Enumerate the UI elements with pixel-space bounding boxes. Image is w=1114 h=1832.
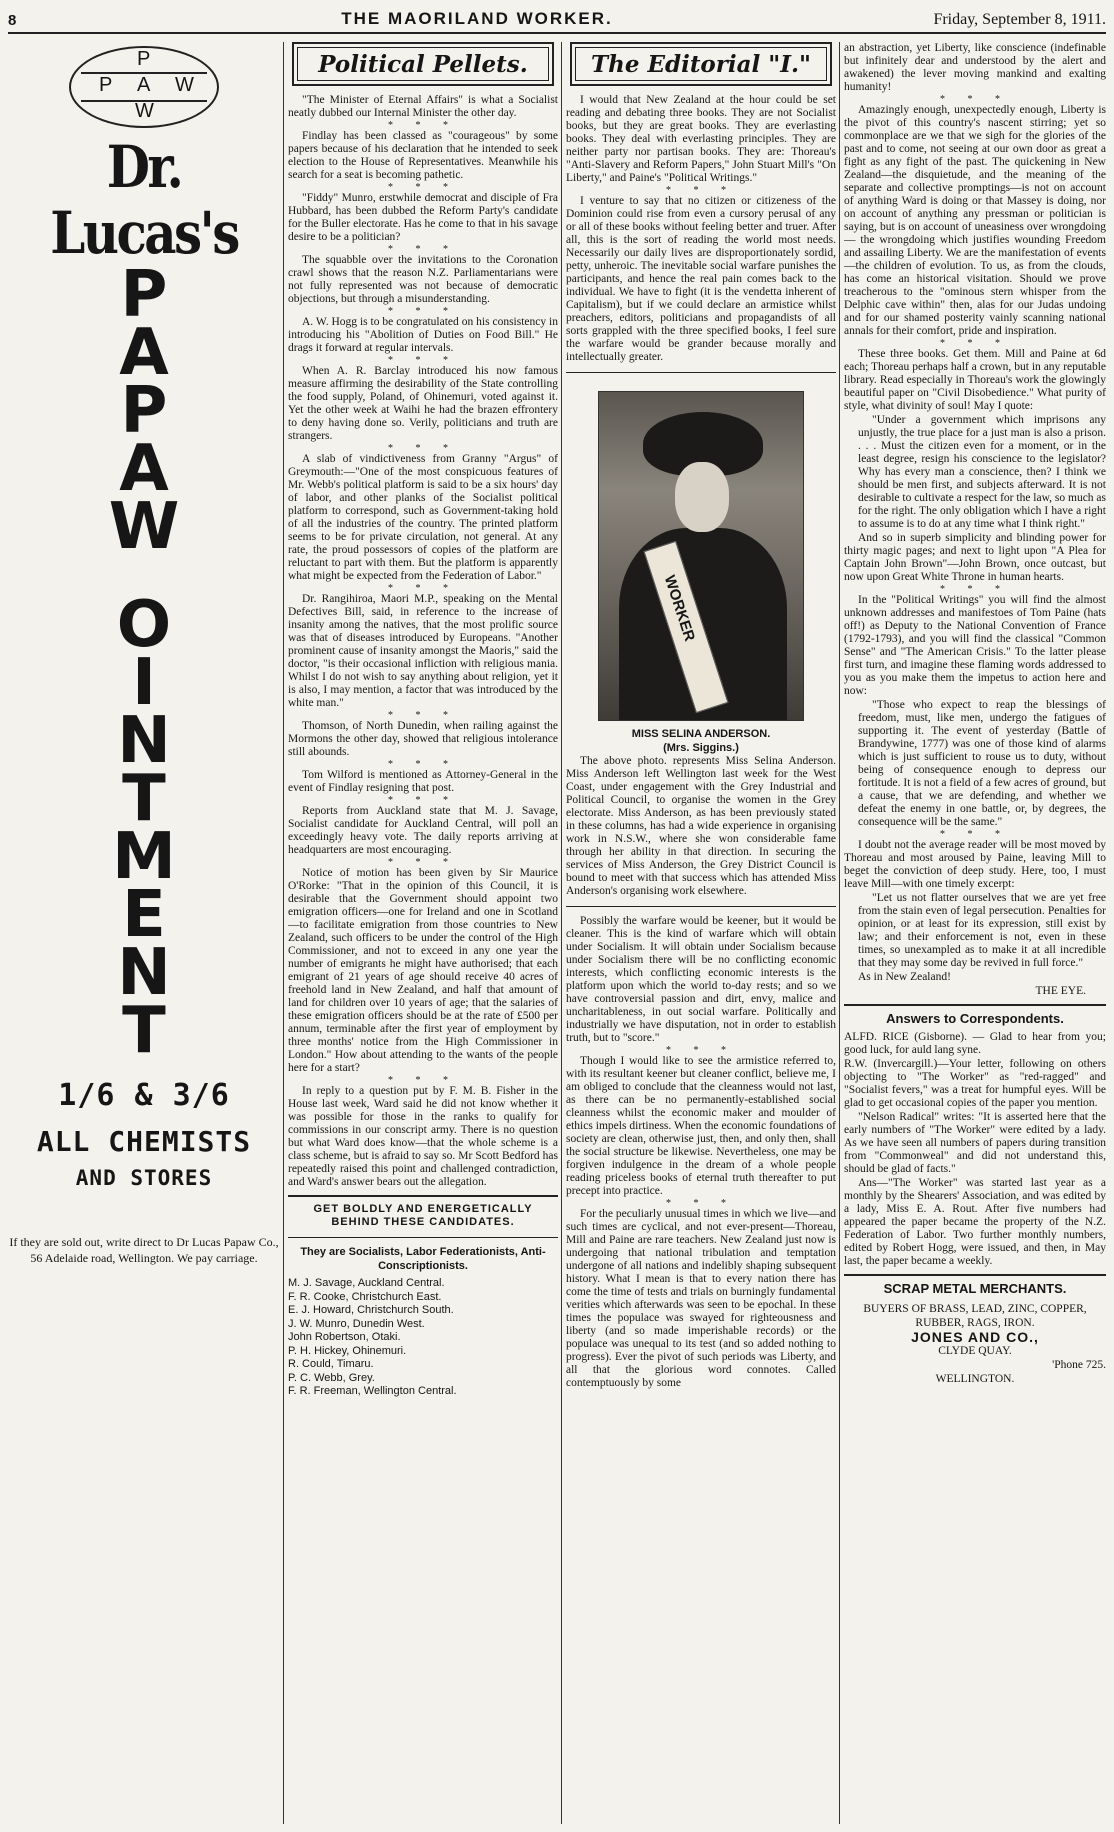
candidates-banner: GET BOLDLY AND ENERGETICALLY BEHIND THESE CANDIDATES. [313, 1203, 533, 1228]
editorial-column: The Editorial "I." I would that New Zealand at the hour could be set reading and debating three books. They are not Socialist books, but they are great books. They are everlasting books. They deal with everlasting principles. They are neither party nor partisan books. They are: Thoreau's "Anti-Slavery and Reform Papers," John Stuart Mill's "On Liberty," and Paine's "Political Writings." * * * I venture to say that no citizen or citizeness of the Dominion could rise from even a cursory perusal of any or all of these books without feeling better and truer. After all, this is the sort of reading the world most needs. Necessarily our daily lives are disproportionately sordid, petty, unheroic. The inevitable social warfare punishes the participants, and hence the real pain comes back to the individual. We have to fight (it is the vendetta inherent of Capitalism), but if we could declare an armistice whilst preachers, editors, politicians and propagandists of all sorts grappled with the three specified books, I feel sure the warfare would be grander because morally and intellectually greater. WORKER MISS SELINA ANDERSON. (Mrs. Siggins.) The above photo. represents Miss Selina Anderson. Miss Anderson left Wellington last week for the West Coast, under engagement with the Grey Industrial and Political Council, to organise the women in the Grey electorate. Miss Anderson, as has been previously stated in these columns, has had a wide experience in organising work in N.S.W., where she won considerable fame through her ability in that direction. In securing the services of Miss Anderson, the Grey District Council is bound to meet with that success which has attended Miss Anderson's organising work elsewhere. Possibly the warfare would be keener, but it would be cleaner. This is the kind of warfare which will obtain under Socialism. It will obtain under Socialism because under Socialism there will be no conflicting economic interests, which conflicting economic interests is the platform upon which the world to-day rests; and so we have controversial passion and dirt, envy, malice and uncharitableness, in out social warfare. Politically and industrially we have disputation, not in order to establish truth, but to "score." * * * Though I would like to see the armistice referred to, with its resultant keener but cleaner conflict, believe me, I am obliged to conclude that the cleanness would not last, as there can be no permanently-established social cleanness whilst the economic maker and moulder of ethics impels dirtiness. When the economic foundations of society are clean, otherwise just, then, and only then, shall the social structure be likewise. Nevertheless, one may be forgiven indulgence in the dream of a whole people reading priceless books of eternal truth thereafter to put precept into practice. * * * For the peculiarly unusual times in which we live—and such times are cyclical, and not ever-present—Thoreau, Mill and Paine are rare teachers. New Zealand just now is undergoing that national tribulation and temptation undergone of all nations and indelibly shaping subsequent history. What I mean is that to every nation there has come the time of tests and trials on burningly fundamental verities which afterwards was seen to be epochal. In these times the populace was swayed for righteousness and liberty (and so made imperishable records) or the populace was unequal to its test (and so added nothing to progress). Ever the pivot of such periods was Liberty, and all that the glorious word connotes. Called contemptuously by some [566, 42, 836, 1824]
page-number: 8 [8, 12, 17, 29]
photo-caption: MISS SELINA ANDERSON. (Mrs. Siggins.) [631, 728, 771, 754]
issue-date: Friday, September 8, 1911. [933, 11, 1106, 28]
section-heading: The Editorial "I." [570, 42, 832, 86]
masthead [8, 8, 1106, 34]
column-rule [283, 42, 284, 1824]
word-papaw: P A P A W [108, 258, 180, 564]
price: 1/6 & 3/6 [58, 1078, 230, 1113]
section-heading: Political Pellets. [292, 42, 554, 86]
word-ointment: O I N T M E N T [112, 588, 176, 1068]
brand-name: Dr. Lucas's [50, 133, 238, 267]
papaw-advertisement [8, 42, 280, 1824]
editorial-continuation-column: an abstraction, yet Liberty, like conscience (indefinable but infinitely dear and understood by the alert and awakened) the lever moving mankind and exalting humanity! * * * Amazingly enough, unexpectedly enough, Liberty is the pivot of this country's nascent stirring; yet so commonplace are we that we sigh for the glories of the past and to come, not seeing at our own door as great a fight as any fight of the past. The quickening in New Zealand—the disquietude, and the meaning of the separate and collective promptings—is not on account of anything Ward is doing or that Massey is doing, nor on account of anything any pressman or politician is saying, but is on account of uneasiness over wrongdoing — the wrongdoing which justifies wounding Freedom and assailing Liberty. We are the manifestation of events—the children of evolution. To us, as from the clouds, has come an historical visitation. Should we prove treacherous to the "ominous stern whisper from the Delphic cave within" then, alas for our Judas undoing and for our shamed posterity vainly scanning national annals for their comfort, pride and inspiration. * * * These three books. Get them. Mill and Paine at 6d each; Thoreau perhaps half a crown, but in any reputable library. Read especially in Thoreau's work the glowingly beautiful paper on "Civil Disobedience." What purity of style, what divinity of soul! May I quote: "Under a government which imprisons any unjustly, the true place for a just man is also a prison. . . . Must the citizen even for a moment, or in the least degree, resign his conscience to the legislator? Why has every man a conscience, then? I think we should be men first, and subjects afterward. It is not desirable to cultivate a respect for the law, so much as for the right. The only obligation which I have a right to assume is to do at any time what I think right." And so in superb simplicity and blinding power for thirty magic pages; and next to light upon "A Plea for Captain John Brown"—John Brown, once outcast, but now upon Great White Throne in human hearts. * * * In the "Political Writings" you will find the almost unknown addresses and manifestoes of Tom Paine (hats off!) as Deputy to the National Convention of France (1792-1793), and you will find the classical "Common Sense" and "The American Crisis." To the latter please first turn, and imagine these flaming words addressed to you as you make them the impetus to action here and now: "Those who expect to reap the blessings of freedom, must, like men, undergo the fatigues of supporting it. The event of yesterday (Battle of Brandywine, 1777) was one of those kind of alarms which is just sufficient to rouse us to duty, without being of consequence enough to depress our fortitude. It is not a field of a few acres of ground, but a cause, that we are defending, and whether we defeat the enemy in one battle, or, by degrees, the consequence will be the same." * * * I doubt not the average reader will be most moved by Thoreau and most aroused by Paine, leaving Mill to beget the conviction of deep study. Here, too, I must leave Mill—with one timely excerpt: "Let us not flatter ourselves that we are yet free from the stain even of legal persecution. Penalties for opinion, or at least for its expression, still exist by law; and their enforcement is not, even in these times, so unexampled as to make it at all incredible that they may some day be revived in full force." As in New Zealand! THE EYE. Answers to Correspondents. ALFD. RICE (Gisborne). — Glad to hear from you; good luck, for auld lang syne. R.W. (Invercargill.)—Your letter, following on others objecting to "The Worker" as "red-ragged" and "Socialist fevers," was a treat for humpful eyes. Will be glad to get occasional copies of the paper you mention. "Nelson Radical" writes: "It is asserted here that the early numbers of "The Worker" were edited by a lady. As we have seen all numbers of papers during transition from "Commonweal" and did not understand this, should be glad of facts." Ans—"The Worker" was started last year as a monthly by the Shearers' Association, and was edited by a lady, Miss E. A. Rout. After five numbers had appeared the paper became the property of the N.Z. Federation of Labor. Two further monthly numbers, edited by Robert Hogg, were issued, and then, in May last, the paper became a weekly. SCRAP METAL MERCHANTS. BUYERS OF BRASS, LEAD, ZINC, COPPER, RUBBER, RAGS, IRON. JONES AND CO., CLYDE QUAY. 'Phone 725. WELLINGTON. [844, 42, 1106, 1385]
answers-heading: Answers to Correspondents. [886, 1011, 1064, 1026]
ad-note: If they are sold out, write direct to Dr Lucas Papaw Co., 56 Adelaide road, Wellington. We pay carriage. [9, 1235, 279, 1265]
newspaper-title: THE MAORILAND WORKER. [341, 9, 613, 28]
column-rule [839, 42, 840, 1824]
column-rule [561, 42, 562, 1824]
paw-logo-icon: P P A W W [69, 46, 219, 128]
all-chemists: ALL CHEMISTS [36, 1125, 252, 1158]
candidate-list: They are Socialists, Labor Federationists, Anti-Conscriptionists. M. J. Savage, Auckland Central. F. R. Cooke, Christchurch East. E. J. Howard, Christchurch South. J. W. Munro, Dunedin West. John Robertson, Otaki. P. H. Hickey, Ohinemuri. R. Could, Timaru. P. C. Webb, Grey. F. R. Freeman, Wellington Central. [288, 1246, 546, 1397]
scrap-metal-advert: SCRAP METAL MERCHANTS. BUYERS OF BRASS, LEAD, ZINC, COPPER, RUBBER, RAGS, IRON. JONES AND CO., CLYDE QUAY. 'Phone 725. WELLINGTON. [863, 1281, 1106, 1385]
and-stores: AND STORES [75, 1166, 213, 1190]
portrait-photo: WORKER [598, 391, 804, 721]
political-pellets-column: Political Pellets. "The Minister of Eternal Affairs" is what a Socialist neatly dubbed our Internal Minister the other day. * * * Findlay has been classed as "courageous" by some papers because of his declaration that he intended to seek election to the House of Representatives. Meanwhile his search for a seat is becoming pathetic. * * * "Fiddy" Munro, erstwhile democrat and disciple of Fra Hubbard, has been dubbed the Reform Party's candidate for the Buller electorate. Has he come to that in his savage desire to be a politician? * * * The squabble over the invitations to the Coronation crawl shows that the reason N.Z. Parliamentarians were not fully represented was not because of democratic objections, but through a misunderstanding. * * * A. W. Hogg is to be congratulated on his consistency in introducing his "Abolition of Duties on Food Bill." He drags it forward at regular intervals. * * * When A. R. Barclay introduced his now famous measure affirming the desirability of the State controlling the food supply, Poland, of Ohinemuri, voted against it. Yet the other week at Waihi he had the brazen effrontery to deny having done so. Verily, politicians and truth are strangers. * * * A slab of vindictiveness from Granny "Argus" of Greymouth:—"One of the most conspicuous features of Mr. Webb's political platform is said to be a six hours' day of labor, and other planks of the Socialist political platform to correspond, such as Government-taking hold of all the industries of the country. The printed platform seems to be for private circulation, not general. At any rate, the proud possessors of copies of the platform are reluctant to part with them. But the platform is apparently what might be expected from the Federation of Labor." * * * Dr. Rangihiroa, Maori M.P., speaking on the Mental Defectives Bill, said, in reference to the increase of insanity among the natives, that the most prolific source was that of diseases introduced by Europeans. "Another prominent cause of insanity amongst the Maoris," said the doctor, "is their occasional infliction with religious mania. Whilst I do not wish to say anything about religion, yet it is also, I may mention, a factor that was introduced by the white man." * * * Thomson, of North Dunedin, when railing against the Mormons the other day, showed that religious intolerance still abounds. * * * Tom Wilford is mentioned as Attorney-General in the event of Findlay resigning that post. * * * Reports from Auckland state that M. J. Savage, Socialist candidate for Auckland Central, will poll an exceedingly heavy vote. The daily reports arriving at headquarters are most encouraging. * * * Notice of motion has been given by Sir Maurice O'Rorke: "That in the opinion of this Council, it is desirable that the Government should appoint two emigration officers—one for Ireland and one in Scotland—to facilitate emigration from those countries to New Zealand, such officers to be under the control of the High Commissioner, and not to exceed in any one year the number of emigrants he might have authorised; that each emigrant of 21 years of age should receive 40 acres of freehold land in New Zealand, and half that amount of land for children over 10 years of age; that the salaries of these emigration officers should be at the rate of £500 per annum, terminable after the first year of employment by three months' notice from the High Commissioner in London." How about attending to the wants of the people here for a start? * * * In reply to a question put by F. M. B. Fisher in the House last week, Ward said he did not know whether it was possible for those in the ranks to qualify for commissions in our conscript army. There is no question but what Ward does know—that the whole scheme is a class scheme, but is afraid to say so. Mr Scott Bedford has repeatedly raised this point and challenged contradiction, and Ward's answer bears out the allegation. GET BOLDLY AND ENERGETICALLY BEHIND THESE CANDIDATES. They are Socialists, Labor Federationists, Anti-Conscriptionists. M. J. Savage, Auckland Central. F. R. Cooke, Christchurch East. E. J. Howard, Christchurch South. J. W. Munro, Dunedin West. John Robertson, Otaki. P. H. Hickey, Ohinemuri. R. Could, Timaru. P. C. Webb, Grey. F. R. Freeman, Wellington Central. [288, 42, 558, 1824]
signature: THE EYE. [1035, 985, 1086, 997]
